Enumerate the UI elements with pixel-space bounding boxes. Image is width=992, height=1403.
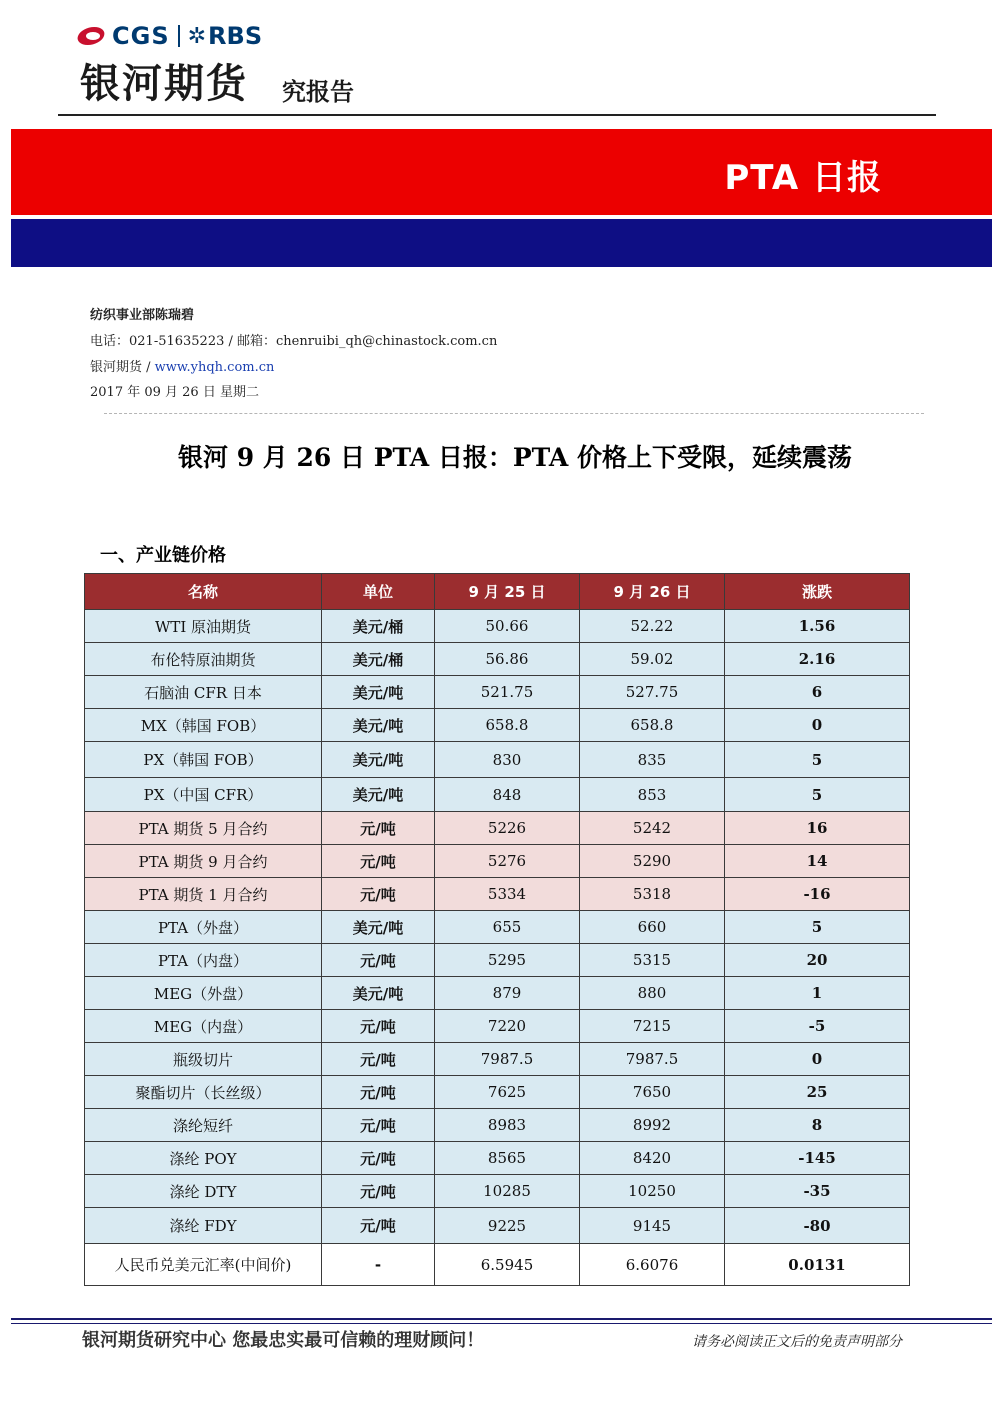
cell-date2: 7215 [580,1010,725,1043]
cell-change: 5 [725,742,910,778]
cell-date1: 50.66 [435,610,580,643]
cell-unit: 美元/吨 [322,742,435,778]
cell-unit: 元/吨 [322,1010,435,1043]
logo [78,22,262,50]
cell-name: 聚酯切片（长丝级） [85,1076,322,1109]
table-row [85,944,910,977]
cell-unit: 美元/吨 [322,709,435,742]
footer-divider-thin [11,1323,992,1324]
cell-date2: 835 [580,742,725,778]
cell-unit: 元/吨 [322,812,435,845]
cell-date1: 521.75 [435,676,580,709]
cell-change: 5 [725,778,910,812]
table-row [85,878,910,911]
cell-date2: 9145 [580,1208,725,1244]
cell-unit: 元/吨 [322,1043,435,1076]
brand-name: 银河期货 [80,61,248,107]
logo-cgs-text: CGS [112,22,170,50]
cell-name: PTA（外盘） [85,911,322,944]
table-row [85,1142,910,1175]
cell-date2: 6.6076 [580,1244,725,1286]
cell-unit: 元/吨 [322,845,435,878]
cell-date2: 7650 [580,1076,725,1109]
cell-date2: 527.75 [580,676,725,709]
report-date: 2017 年 09 月 26 日 星期二 [90,385,259,400]
section-heading: 一、产业链价格 [100,545,226,566]
cell-name: PTA 期货 1 月合约 [85,878,322,911]
cell-change: 0 [725,1043,910,1076]
table-body [85,610,910,1286]
cell-name: WTI 原油期货 [85,610,322,643]
table-row [85,742,910,778]
cell-change: 25 [725,1076,910,1109]
cell-change: 1.56 [725,610,910,643]
cell-unit: 美元/吨 [322,911,435,944]
table-row [85,676,910,709]
cell-change: 5 [725,911,910,944]
cell-change: -80 [725,1208,910,1244]
document-title: 银河 9 月 26 日 PTA 日报：PTA 价格上下受限，延续震荡 [178,443,852,472]
cell-date1: 8565 [435,1142,580,1175]
logo-rbs-text: RBS [208,22,263,50]
cell-unit: 美元/吨 [322,676,435,709]
table-row [85,845,910,878]
cell-change: 6 [725,676,910,709]
footer-slogan: 银河期货研究中心 您最忠实最可信赖的理财顾问！ [82,1330,485,1351]
cell-change: 1 [725,977,910,1010]
table-row [85,1076,910,1109]
cell-date1: 10285 [435,1175,580,1208]
cell-date2: 5318 [580,878,725,911]
footer-divider [11,1318,992,1320]
col-header-change: 涨跌 [725,574,910,610]
cell-date1: 5334 [435,878,580,911]
cell-name: MEG（内盘） [85,1010,322,1043]
table-row [85,812,910,845]
cell-name: PTA（内盘） [85,944,322,977]
table-row [85,1244,910,1286]
cell-name: 涤纶 FDY [85,1208,322,1244]
cell-name: 涤纶 POY [85,1142,322,1175]
cell-unit: 美元/吨 [322,778,435,812]
table-row [85,610,910,643]
cell-date2: 5242 [580,812,725,845]
cell-date1: 5226 [435,812,580,845]
cell-name: 人民币兑美元汇率(中间价) [85,1244,322,1286]
web-prefix: 银河期货 / [90,360,155,375]
table-row [85,643,910,676]
table-row [85,1010,910,1043]
cell-name: PTA 期货 9 月合约 [85,845,322,878]
author-web [90,356,274,375]
cell-date1: 830 [435,742,580,778]
cell-unit: 元/吨 [322,944,435,977]
dashed-divider [104,413,924,414]
cell-name: 瓶级切片 [85,1043,322,1076]
cell-change: 8 [725,1109,910,1142]
cell-date1: 7987.5 [435,1043,580,1076]
cell-date2: 5290 [580,845,725,878]
table-row [85,1175,910,1208]
report-type: 究报告 [282,78,354,106]
cgs-logo-icon [78,24,108,48]
cell-date1: 655 [435,911,580,944]
cell-change: 16 [725,812,910,845]
cell-date2: 5315 [580,944,725,977]
cell-name: 涤纶 DTY [85,1175,322,1208]
cell-date2: 52.22 [580,610,725,643]
cell-date2: 660 [580,911,725,944]
cell-change: 2.16 [725,643,910,676]
cell-date2: 880 [580,977,725,1010]
cell-name: PX（韩国 FOB） [85,742,322,778]
cell-unit: 元/吨 [322,1076,435,1109]
table-row [85,911,910,944]
cell-date2: 59.02 [580,643,725,676]
table-row [85,778,910,812]
table-row [85,1109,910,1142]
cell-date1: 8983 [435,1109,580,1142]
cell-date2: 8992 [580,1109,725,1142]
header-divider [58,114,936,116]
cell-unit: - [322,1244,435,1286]
cell-date1: 5295 [435,944,580,977]
cell-change: 20 [725,944,910,977]
cell-change: 0 [725,709,910,742]
cell-date1: 879 [435,977,580,1010]
table-row [85,1043,910,1076]
cell-date2: 853 [580,778,725,812]
cell-name: 涤纶短纤 [85,1109,322,1142]
cell-unit: 美元/桶 [322,643,435,676]
cell-change: -16 [725,878,910,911]
rbs-logo-icon: ✲ [187,23,207,49]
cell-change: 0.0131 [725,1244,910,1286]
table-row [85,1208,910,1244]
cell-date1: 7625 [435,1076,580,1109]
website-link[interactable]: www.yhqh.com.cn [154,360,275,375]
cell-change: -145 [725,1142,910,1175]
cell-date1: 5276 [435,845,580,878]
cell-date2: 7987.5 [580,1043,725,1076]
cell-unit: 元/吨 [322,1142,435,1175]
cell-change: -35 [725,1175,910,1208]
cell-name: PX（中国 CFR） [85,778,322,812]
table-row [85,709,910,742]
table-row [85,977,910,1010]
cell-date1: 7220 [435,1010,580,1043]
cell-name: MEG（外盘） [85,977,322,1010]
col-header-date1: 9 月 25 日 [435,574,580,610]
cell-date2: 10250 [580,1175,725,1208]
cell-date1: 848 [435,778,580,812]
col-header-name: 名称 [85,574,322,610]
cell-unit: 元/吨 [322,1175,435,1208]
table-header-row [85,574,910,610]
cell-name: 布伦特原油期货 [85,643,322,676]
cell-date2: 8420 [580,1142,725,1175]
cell-date1: 56.86 [435,643,580,676]
cell-unit: 元/吨 [322,1208,435,1244]
footer-disclaimer: 请务必阅读正文后的免责声明部分 [692,1334,902,1350]
cell-change: -5 [725,1010,910,1043]
cell-unit: 元/吨 [322,1109,435,1142]
price-table [84,573,910,1286]
cell-date2: 658.8 [580,709,725,742]
cell-unit: 元/吨 [322,878,435,911]
cell-date1: 6.5945 [435,1244,580,1286]
cell-unit: 美元/桶 [322,610,435,643]
cell-change: 14 [725,845,910,878]
cell-name: PTA 期货 5 月合约 [85,812,322,845]
logo-divider [178,25,180,47]
cell-date1: 9225 [435,1208,580,1244]
author-contact: 电话：021-51635223 / 邮箱：chenruibi_qh@chinastock.com.cn [90,334,498,349]
col-header-date2: 9 月 26 日 [580,574,725,610]
cell-date1: 658.8 [435,709,580,742]
cell-name: MX（韩国 FOB） [85,709,322,742]
cell-name: 石脑油 CFR 日本 [85,676,322,709]
cell-unit: 美元/吨 [322,977,435,1010]
col-header-unit: 单位 [322,574,435,610]
author-dept: 纺织事业部陈瑞碧 [90,308,195,323]
banner-stripe [11,219,992,267]
banner-title: PTA 日报 [724,158,882,198]
